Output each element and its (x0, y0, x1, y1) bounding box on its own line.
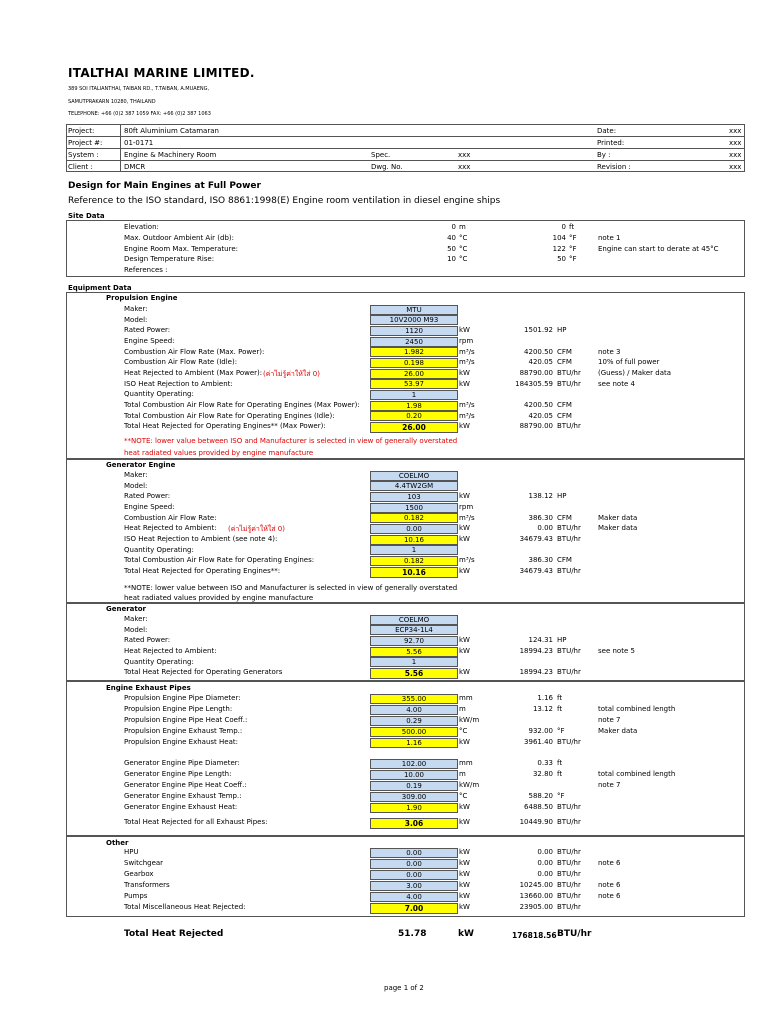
site-value-imperial: 122 (552, 244, 566, 253)
site-value-metric: 10 (447, 255, 456, 264)
row-converted-value: 34679.43 (519, 567, 553, 575)
generator-engine-row-label: Quantity Operating: (124, 545, 194, 554)
generator-row-label: Model: (124, 625, 148, 634)
exhaust-row-label: Generator Engine Exhaust Heat: (124, 803, 238, 811)
exhaust-row-value: 0.19 (370, 781, 458, 791)
row-converted-unit: BTU/hr (557, 668, 581, 676)
generator-engine-row-label: Maker: (124, 471, 148, 479)
row-converted-value: 34679.43 (519, 535, 553, 543)
propulsion-row-value: 26.00 (370, 422, 458, 433)
row-note: total combined length (598, 770, 676, 778)
generator-engine-row-value: 0.182 (370, 556, 458, 566)
row-note: note 6 (598, 892, 621, 900)
row-unit: kW (459, 803, 470, 811)
propulsion-note-line-1: **NOTE: lower value between ISO and Manufacturer is selected in view of generally overstated (124, 437, 458, 445)
row-note: (Guess) / Maker data (598, 369, 672, 377)
row-unit: m³/s (459, 513, 475, 522)
other-row-label: Total Miscellaneous Heat Rejected: (124, 903, 246, 911)
generator-row-value: 5.56 (370, 668, 458, 679)
generator-engine-row-label: ISO Heat Rejection to Ambient (see note 4): (124, 535, 278, 543)
row-converted-unit: BTU/hr (557, 422, 581, 430)
other-row-label: Transformers (124, 881, 170, 889)
site-value-imperial: 0 (561, 223, 566, 231)
propulsion-row-label: Model: (124, 315, 148, 324)
row-converted-value: 1.16 (537, 694, 553, 702)
propulsion-row-label: Rated Power: (124, 326, 171, 334)
generator-engine-row-value: 0.182 (370, 513, 458, 523)
row-unit: m (459, 770, 466, 778)
row-unit: mm (459, 694, 473, 702)
row-converted-value: 32.80 (532, 770, 553, 778)
row-note: note 6 (598, 859, 621, 867)
generator-engine-row-label: Total Combustion Air Flow Rate for Operating Engines: (124, 556, 315, 564)
row-converted-unit: BTU/hr (557, 567, 581, 575)
row-unit: kW (459, 379, 470, 388)
row-converted-unit: BTU/hr (557, 524, 581, 532)
info-label: Client : (68, 163, 93, 171)
row-converted-unit: CFM (557, 556, 572, 564)
total-heat-kw: 51.78 (398, 929, 427, 939)
propulsion-row-label: Quantity Operating: (124, 390, 194, 398)
exhaust-row-value: 309.00 (370, 792, 458, 802)
row-converted-value: 420.05 (528, 358, 553, 366)
row-unit: °C (459, 727, 468, 735)
info-right-label: Date: (597, 127, 617, 135)
row-converted-unit: °F (557, 792, 565, 800)
propulsion-row-value: 2450 (370, 337, 458, 347)
row-converted-unit: BTU/hr (557, 848, 581, 856)
info-value: DMCR (124, 163, 146, 171)
exhaust-row-value: 10.00 (370, 770, 458, 780)
row-converted-unit: HP (557, 492, 567, 500)
propulsion-row-value: 53.97 (370, 379, 458, 389)
exhaust-row-label: Propulsion Engine Pipe Heat Coeff.: (124, 716, 248, 724)
other-row-value: 7.00 (370, 903, 458, 914)
exhaust-pipes-title: Engine Exhaust Pipes (106, 684, 191, 692)
row-unit: kW (459, 818, 470, 826)
info-label: System : (68, 151, 99, 159)
site-unit-imperial: °F (569, 255, 577, 264)
address-line-1: 389 SOI ITALIANTHAI, TAIBAN RD., T.TAIBAN, A.MUAENG, (68, 86, 210, 92)
page-number: page 1 of 2 (384, 984, 424, 992)
row-note: Maker data (598, 727, 638, 735)
info-right-value: xxx (729, 151, 742, 159)
row-converted-unit: ft (557, 770, 563, 778)
site-unit-metric: m (459, 223, 466, 231)
row-converted-value: 13.12 (532, 705, 553, 713)
row-converted-value: 10449.90 (519, 818, 553, 826)
row-unit: m³/s (459, 401, 475, 409)
row-unit: kW (459, 567, 470, 575)
row-unit: kW/m (459, 781, 480, 789)
generator-engine-row-label: Engine Speed: (124, 503, 175, 511)
row-converted-unit: °F (557, 727, 565, 735)
info-mid-value: xxx (458, 151, 471, 159)
generator-engine-row-label: Heat Rejected to Ambient: (124, 524, 217, 532)
info-right-value: xxx (729, 127, 742, 135)
generator-row-label: Total Heat Rejected for Operating Generators (124, 668, 283, 676)
design-title: Design for Main Engines at Full Power (68, 181, 261, 191)
row-unit: kW (459, 903, 470, 911)
exhaust-row-value: 355.00 (370, 694, 458, 704)
row-note: 10% of full power (598, 358, 660, 366)
row-converted-value: 4200.50 (524, 347, 553, 356)
row-converted-value: 124.31 (528, 636, 553, 644)
propulsion-row-value: 0.198 (370, 358, 458, 368)
row-converted-value: 0.00 (537, 524, 553, 532)
row-converted-unit: BTU/hr (557, 379, 581, 388)
total-heat-kw-unit: kW (458, 929, 474, 939)
site-unit-metric: °C (459, 244, 468, 253)
row-converted-value: 6488.50 (524, 803, 553, 811)
info-right-label: Printed: (597, 139, 625, 147)
exhaust-row-label: Propulsion Engine Exhaust Heat: (124, 738, 238, 746)
row-unit: kW (459, 848, 470, 856)
other-row-value: 0.00 (370, 870, 458, 880)
other-row-label: HPU (124, 848, 139, 856)
info-mid-value: xxx (458, 163, 471, 171)
row-converted-value: 4200.50 (524, 401, 553, 409)
reference-title: Reference to the ISO standard, ISO 8861:1998(E) Engine room ventilation in diesel engine ships (68, 196, 501, 206)
generator-engine-row-value: COELMO (370, 471, 458, 481)
other-row-value: 3.00 (370, 881, 458, 891)
row-converted-value: 386.30 (528, 513, 553, 522)
generator-engine-note-line-1: **NOTE: lower value between ISO and Manufacturer is selected in view of generally overstated (124, 584, 458, 592)
row-unit: rpm (459, 503, 474, 511)
exhaust-row-value: 1.90 (370, 803, 458, 813)
row-converted-value: 0.33 (537, 759, 553, 767)
address-line-2: SAMUTPRAKARN 10280, THAILAND (68, 99, 156, 105)
company-name: ITALTHAI MARINE LIMITED. (68, 66, 255, 80)
row-unit: kW (459, 870, 470, 878)
site-note: Engine can start to derate at 45°C (598, 244, 719, 253)
row-unit: kW (459, 892, 470, 900)
row-unit: kW (459, 535, 470, 543)
row-unit: kW (459, 492, 470, 500)
propulsion-row-value: MTU (370, 305, 458, 315)
site-label: Elevation: (124, 223, 159, 231)
propulsion-row-label: Total Heat Rejected for Operating Engines** (Max Power): (124, 422, 326, 430)
generator-engine-row-value: 10.16 (370, 567, 458, 578)
propulsion-row-label: Total Combustion Air Flow Rate for Operating Engines (Idle): (124, 411, 335, 420)
red-hint-text: (ค่าไม่รู้ค่าให้ใส่ 0) (263, 370, 320, 378)
site-label: Engine Room Max. Temperature: (124, 244, 238, 253)
total-heat-btu-unit: BTU/hr (557, 929, 592, 939)
propulsion-row-value: 1.98 (370, 401, 458, 411)
propulsion-row-label: Heat Rejected to Ambient (Max Power): (124, 369, 263, 377)
row-converted-unit: BTU/hr (557, 535, 581, 543)
row-converted-value: 18994.23 (519, 668, 553, 676)
exhaust-row-label: Total Heat Rejected for all Exhaust Pipes: (124, 818, 268, 826)
exhaust-row-value: 4.00 (370, 705, 458, 715)
row-converted-unit: ft (557, 694, 563, 702)
row-unit: m³/s (459, 411, 475, 420)
row-unit: m³/s (459, 358, 475, 366)
site-note: note 1 (598, 233, 621, 242)
generator-row-value: COELMO (370, 615, 458, 625)
propulsion-note-line-2: heat radiated values provided by engine manufacture (124, 449, 314, 457)
generator-title: Generator (106, 605, 147, 613)
other-row-value: 4.00 (370, 892, 458, 902)
site-value-metric: 50 (447, 244, 456, 253)
propulsion-row-label: Engine Speed: (124, 337, 175, 345)
site-data-title: Site Data (68, 212, 105, 220)
site-value-imperial: 50 (557, 255, 566, 264)
generator-engine-row-label: Rated Power: (124, 492, 171, 500)
row-converted-unit: BTU/hr (557, 738, 581, 746)
row-converted-unit: HP (557, 326, 567, 334)
info-right-label: By : (597, 151, 611, 159)
row-note: note 7 (598, 781, 621, 789)
exhaust-row-label: Propulsion Engine Pipe Length: (124, 705, 233, 713)
propulsion-row-value: 1120 (370, 326, 458, 336)
site-unit-imperial: ft (569, 223, 575, 231)
propulsion-row-value: 1 (370, 390, 458, 400)
total-heat-label: Total Heat Rejected (124, 929, 224, 939)
row-converted-unit: BTU/hr (557, 647, 581, 655)
row-note: note 3 (598, 347, 621, 356)
row-converted-unit: BTU/hr (557, 369, 581, 377)
info-right-value: xxx (729, 139, 742, 147)
generator-engine-row-label: Combustion Air Flow Rate: (124, 513, 217, 522)
generator-row-label: Rated Power: (124, 636, 171, 644)
generator-engine-row-label: Model: (124, 481, 148, 490)
row-unit: kW (459, 636, 470, 644)
row-converted-value: 23905.00 (519, 903, 553, 911)
other-row-label: Switchgear (124, 859, 164, 867)
row-converted-unit: BTU/hr (557, 803, 581, 811)
propulsion-row-value: 10V2000 M93 (370, 315, 458, 325)
row-unit: °C (459, 792, 468, 800)
exhaust-row-value: 3.06 (370, 818, 458, 829)
site-label: Max. Outdoor Ambient Air (db): (124, 233, 234, 242)
row-unit: kW (459, 524, 470, 532)
exhaust-row-label: Generator Engine Exhaust Temp.: (124, 792, 242, 800)
row-converted-value: 184305.59 (515, 379, 553, 388)
row-converted-unit: CFM (557, 411, 572, 420)
site-label: References : (124, 266, 168, 275)
row-converted-unit: BTU/hr (557, 903, 581, 911)
total-heat-btu: 176818.56 (512, 931, 557, 940)
row-unit: kW (459, 668, 470, 676)
info-label: Project #: (68, 139, 103, 147)
generator-engine-row-value: 1500 (370, 503, 458, 513)
exhaust-row-label: Propulsion Engine Exhaust Temp.: (124, 727, 243, 735)
row-converted-unit: BTU/hr (557, 870, 581, 878)
other-title: Other (106, 839, 129, 847)
exhaust-row-value: 102.00 (370, 759, 458, 769)
row-unit: m³/s (459, 556, 475, 564)
row-converted-value: 932.00 (528, 727, 553, 735)
row-converted-unit: BTU/hr (557, 818, 581, 826)
row-unit: kW (459, 647, 470, 655)
info-mid-label: Spec. (371, 151, 391, 159)
row-converted-value: 138.12 (528, 492, 553, 500)
propulsion-row-label: Combustion Air Flow Rate (Idle): (124, 358, 238, 366)
row-unit: rpm (459, 337, 474, 345)
generator-row-value: ECP34-1L4 (370, 625, 458, 635)
site-value-metric: 0 (451, 223, 456, 231)
other-row-label: Pumps (124, 892, 148, 900)
info-value: 80ft Aluminium Catamaran (124, 127, 219, 135)
exhaust-row-value: 1.16 (370, 738, 458, 748)
row-note: Maker data (598, 524, 638, 532)
info-value: 01-0171 (124, 139, 154, 147)
site-unit-imperial: °F (569, 244, 577, 253)
row-converted-value: 88790.00 (519, 422, 553, 430)
row-note: see note 4 (598, 379, 635, 388)
row-converted-value: 18994.23 (519, 647, 553, 655)
info-mid-label: Dwg. No. (371, 163, 403, 171)
row-note: note 7 (598, 716, 621, 724)
info-value: Engine & Machinery Room (124, 151, 217, 159)
generator-engine-title: Generator Engine (106, 461, 176, 469)
info-right-value: xxx (729, 163, 742, 171)
row-converted-unit: BTU/hr (557, 859, 581, 867)
row-converted-value: 0.00 (537, 870, 553, 878)
site-unit-metric: °C (459, 233, 468, 242)
row-converted-value: 10245.00 (519, 881, 553, 889)
propulsion-row-value: 1.982 (370, 347, 458, 357)
row-converted-value: 0.00 (537, 859, 553, 867)
propulsion-row-label: ISO Heat Rejection to Ambient: (124, 379, 233, 388)
row-unit: kW (459, 738, 470, 746)
equipment-data-title: Equipment Data (68, 284, 132, 292)
exhaust-row-label: Generator Engine Pipe Diameter: (124, 759, 240, 767)
row-converted-unit: ft (557, 759, 563, 767)
propulsion-row-value: 0.20 (370, 411, 458, 421)
row-converted-unit: ft (557, 705, 563, 713)
row-unit: kW (459, 859, 470, 867)
generator-engine-row-value: 1 (370, 545, 458, 555)
row-converted-value: 13660.00 (519, 892, 553, 900)
row-unit: m³/s (459, 347, 475, 356)
row-converted-value: 420.05 (528, 411, 553, 420)
other-row-value: 0.00 (370, 859, 458, 869)
exhaust-row-label: Propulsion Engine Pipe Diameter: (124, 694, 241, 702)
row-converted-value: 588.20 (528, 792, 553, 800)
generator-engine-row-value: 0.00 (370, 524, 458, 534)
row-note: see note 5 (598, 647, 635, 655)
generator-row-value: 1 (370, 657, 458, 667)
site-value-metric: 40 (447, 233, 456, 242)
row-unit: kW (459, 326, 470, 334)
row-note: total combined length (598, 705, 676, 713)
other-row-value: 0.00 (370, 848, 458, 858)
generator-engine-row-value: 4.4TW2GM (370, 481, 458, 491)
telephone-fax: TELEPHONE: +66 (0)2 387 1059 FAX: +66 (0)2 387 1063 (68, 111, 211, 117)
red-hint-text: (ค่าไม่รู้ค่าให้ใส่ 0) (228, 525, 285, 533)
row-unit: kW (459, 369, 470, 377)
row-converted-unit: CFM (557, 358, 572, 366)
row-converted-value: 386.30 (528, 556, 553, 564)
info-label: Project: (68, 127, 95, 135)
exhaust-row-value: 500.00 (370, 727, 458, 737)
propulsion-row-label: Total Combustion Air Flow Rate for Operating Engines (Max Power): (124, 401, 360, 409)
generator-engine-note-line-2: heat radiated values provided by engine manufacture (124, 594, 314, 602)
row-unit: kW/m (459, 716, 480, 724)
generator-row-value: 92.70 (370, 636, 458, 646)
generator-row-label: Maker: (124, 615, 148, 623)
row-unit: kW (459, 422, 470, 430)
propulsion-row-label: Combustion Air Flow Rate (Max. Power): (124, 347, 265, 356)
propulsion-engine-title: Propulsion Engine (106, 294, 178, 302)
row-note: Maker data (598, 513, 638, 522)
exhaust-row-value: 0.29 (370, 716, 458, 726)
row-converted-unit: CFM (557, 401, 572, 409)
row-converted-value: 3961.40 (524, 738, 553, 746)
other-row-label: Gearbox (124, 870, 154, 878)
row-converted-value: 88790.00 (519, 369, 553, 377)
row-converted-value: 0.00 (537, 848, 553, 856)
generator-engine-row-value: 103 (370, 492, 458, 502)
site-unit-imperial: °F (569, 233, 577, 242)
row-converted-unit: CFM (557, 347, 572, 356)
row-unit: mm (459, 759, 473, 767)
generator-engine-row-value: 10.16 (370, 535, 458, 545)
exhaust-row-label: Generator Engine Pipe Length: (124, 770, 232, 778)
row-note: note 6 (598, 881, 621, 889)
propulsion-row-value: 26.00 (370, 369, 458, 379)
generator-row-label: Quantity Operating: (124, 657, 194, 666)
row-unit: m (459, 705, 466, 713)
site-value-imperial: 104 (552, 233, 566, 242)
row-converted-unit: HP (557, 636, 567, 644)
propulsion-row-label: Maker: (124, 305, 148, 313)
info-right-label: Revision : (597, 163, 631, 171)
site-unit-metric: °C (459, 255, 468, 264)
row-converted-unit: BTU/hr (557, 881, 581, 889)
exhaust-row-label: Generator Engine Pipe Heat Coeff.: (124, 781, 247, 789)
generator-engine-row-label: Total Heat Rejected for Operating Engines**: (124, 567, 281, 575)
generator-row-label: Heat Rejected to Ambient: (124, 647, 217, 655)
row-unit: kW (459, 881, 470, 889)
row-converted-unit: BTU/hr (557, 892, 581, 900)
site-label: Design Temperature Rise: (124, 255, 215, 264)
row-converted-unit: CFM (557, 513, 572, 522)
row-converted-value: 1501.92 (524, 326, 553, 334)
generator-row-value: 5.56 (370, 647, 458, 657)
